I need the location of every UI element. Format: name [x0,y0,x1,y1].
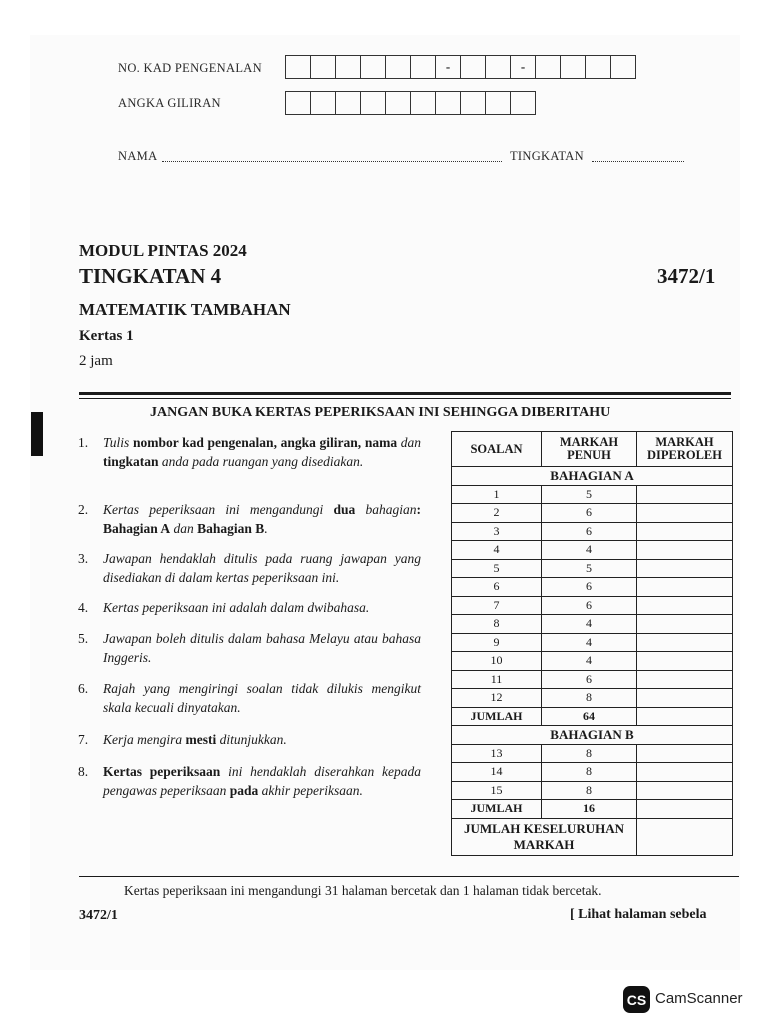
total-b-row [452,800,733,819]
index-box[interactable] [435,91,461,115]
question-number: 9 [452,633,542,652]
marks-obtained-cell[interactable] [637,633,733,652]
index-box[interactable] [385,91,411,115]
instructions: 1. Tulis nombor kad pengenalan, angka giliran, nama dan tingkatan anda pada ruangan yang disediakan. 2. Kertas peperiksaan ini mengandungi dua bahagian: Bahagian A dan Bahagian B. 3. Jawapan hendaklah ditulis pada ruang jawapan yang disediakan di dalam kertas peperiksaan ini. 4. Kertas peperiksaan ini adalah dalam dwibahasa. 5. Jawapan boleh ditulis dalam bahasa Melayu atau bahasa Inggeris. 6. Rajah yang mengiringi soalan tidak dilukis mengikut skala kecuali dinyatakan. 7. Kerja mengira mesti ditunjukkan. 8. Kertas peperiksaan ini hendaklah diserahkan kepada pengawas peperiksaan pada akhir peperiksaan. [78,435,421,798]
marks-obtained-cell[interactable] [637,652,733,671]
marks-obtained-cell[interactable] [637,781,733,800]
question-number: 10 [452,652,542,671]
question-number: JUMLAH [452,707,542,726]
header-question: SOALAN [452,432,542,467]
grand-total-row [452,818,733,855]
name-label: NAMA [118,149,158,163]
full-marks: 6 [542,670,637,689]
marks-obtained-cell[interactable] [637,596,733,615]
index-box[interactable] [460,91,486,115]
table-row [452,578,733,597]
paper-number: Kertas 1 [79,328,134,344]
ic-box[interactable] [460,55,486,79]
table-row [452,559,733,578]
ic-box[interactable] [360,55,386,79]
table-row [452,596,733,615]
question-number: 11 [452,670,542,689]
form-field[interactable] [592,160,684,162]
ic-box[interactable] [610,55,636,79]
ic-box[interactable] [560,55,586,79]
table-row [452,615,733,634]
total-a-row [452,707,733,726]
ic-box[interactable] [485,55,511,79]
marks-obtained-cell[interactable] [637,800,733,819]
question-number: 6 [452,578,542,597]
camscanner-watermark: CamScanner [655,990,743,1007]
question-number: 5 [452,559,542,578]
form-label: TINGKATAN [510,149,584,163]
question-number: 14 [452,763,542,782]
table-row [452,744,733,763]
full-marks: 5 [542,559,637,578]
table-row [452,652,733,671]
index-box[interactable] [510,91,536,115]
question-number: 8 [452,615,542,634]
ic-box[interactable] [385,55,411,79]
index-box[interactable] [410,91,436,115]
full-marks: 8 [542,763,637,782]
marks-obtained-cell[interactable] [637,578,733,597]
section-a-row [452,467,733,486]
full-marks: 16 [542,800,637,819]
ic-box[interactable] [535,55,561,79]
question-number: 13 [452,744,542,763]
marks-obtained-cell[interactable] [637,522,733,541]
table-row [452,504,733,523]
marks-obtained-cell[interactable] [637,763,733,782]
marks-obtained-cell[interactable] [637,504,733,523]
paper-code: 3472/1 [657,264,716,288]
question-number: 7 [452,596,542,615]
index-box[interactable] [485,91,511,115]
grand-total-label: JUMLAH KESELURUHAN MARKAH [452,818,637,855]
table-row [452,689,733,708]
form-title: TINGKATAN 4 [79,264,222,288]
divider-top-thick [79,392,731,395]
ic-box[interactable] [335,55,361,79]
index-label: ANGKA GILIRAN [118,96,221,110]
table-row [452,522,733,541]
question-number: 12 [452,689,542,708]
question-number: JUMLAH [452,800,542,819]
module-title: MODUL PINTAS 2024 [79,241,247,260]
grand-total-cell[interactable] [637,818,733,855]
marks-obtained-cell[interactable] [637,670,733,689]
section-b-label: BAHAGIAN B [452,726,733,745]
index-box[interactable] [360,91,386,115]
duration: 2 jam [79,353,113,369]
full-marks: 6 [542,596,637,615]
section-b-row [452,726,733,745]
index-number-boxes[interactable] [286,91,536,115]
marks-obtained-cell[interactable] [637,541,733,560]
section-a-label: BAHAGIAN A [452,467,733,486]
table-row [452,670,733,689]
marks-table [451,431,733,856]
binding-mark [31,412,43,456]
header-full-marks: MARKAH PENUH [542,432,637,467]
full-marks: 5 [542,485,637,504]
marks-obtained-cell[interactable] [637,707,733,726]
full-marks: 8 [542,689,637,708]
full-marks: 64 [542,707,637,726]
marks-obtained-cell[interactable] [637,689,733,708]
ic-box[interactable] [310,55,336,79]
full-marks: 4 [542,652,637,671]
full-marks: 6 [542,522,637,541]
divider-bottom [79,876,739,877]
subject-title: MATEMATIK TAMBAHAN [79,300,291,319]
index-box[interactable] [335,91,361,115]
full-marks: 4 [542,541,637,560]
ic-box[interactable]: - [510,55,536,79]
divider-top-thin [79,398,731,399]
full-marks: 6 [542,504,637,523]
index-box[interactable] [285,91,311,115]
ic-box[interactable] [410,55,436,79]
question-number: 4 [452,541,542,560]
ic-box[interactable] [285,55,311,79]
marks-obtained-cell[interactable] [637,485,733,504]
do-not-open-warning: JANGAN BUKA KERTAS PEPERIKSAAN INI SEHINGGA DIBERITAHU [150,405,611,420]
table-header-row [452,432,733,467]
header-marks-obtained: MARKAH DIPEROLEH [637,432,733,467]
name-field[interactable] [162,160,502,162]
question-number: 1 [452,485,542,504]
question-number: 2 [452,504,542,523]
page-count-note: Kertas peperiksaan ini mengandungi 31 halaman bercetak dan 1 halaman tidak bercetak. [124,883,602,898]
full-marks: 8 [542,781,637,800]
next-page-note: [ Lihat halaman sebela [570,907,707,922]
marks-obtained-cell[interactable] [637,559,733,578]
full-marks: 4 [542,615,637,634]
marks-obtained-cell[interactable] [637,615,733,634]
footer-code: 3472/1 [79,908,118,923]
ic-label: NO. KAD PENGENALAN [118,61,262,75]
question-number: 3 [452,522,542,541]
ic-box[interactable] [585,55,611,79]
table-row [452,633,733,652]
ic-box[interactable]: - [435,55,461,79]
table-row [452,763,733,782]
question-number: 15 [452,781,542,800]
ic-number-boxes[interactable] [286,55,636,79]
full-marks: 6 [542,578,637,597]
index-box[interactable] [310,91,336,115]
marks-obtained-cell[interactable] [637,744,733,763]
table-row [452,541,733,560]
table-row [452,781,733,800]
full-marks: 8 [542,744,637,763]
camscanner-logo: CS [623,986,650,1013]
table-row [452,485,733,504]
full-marks: 4 [542,633,637,652]
